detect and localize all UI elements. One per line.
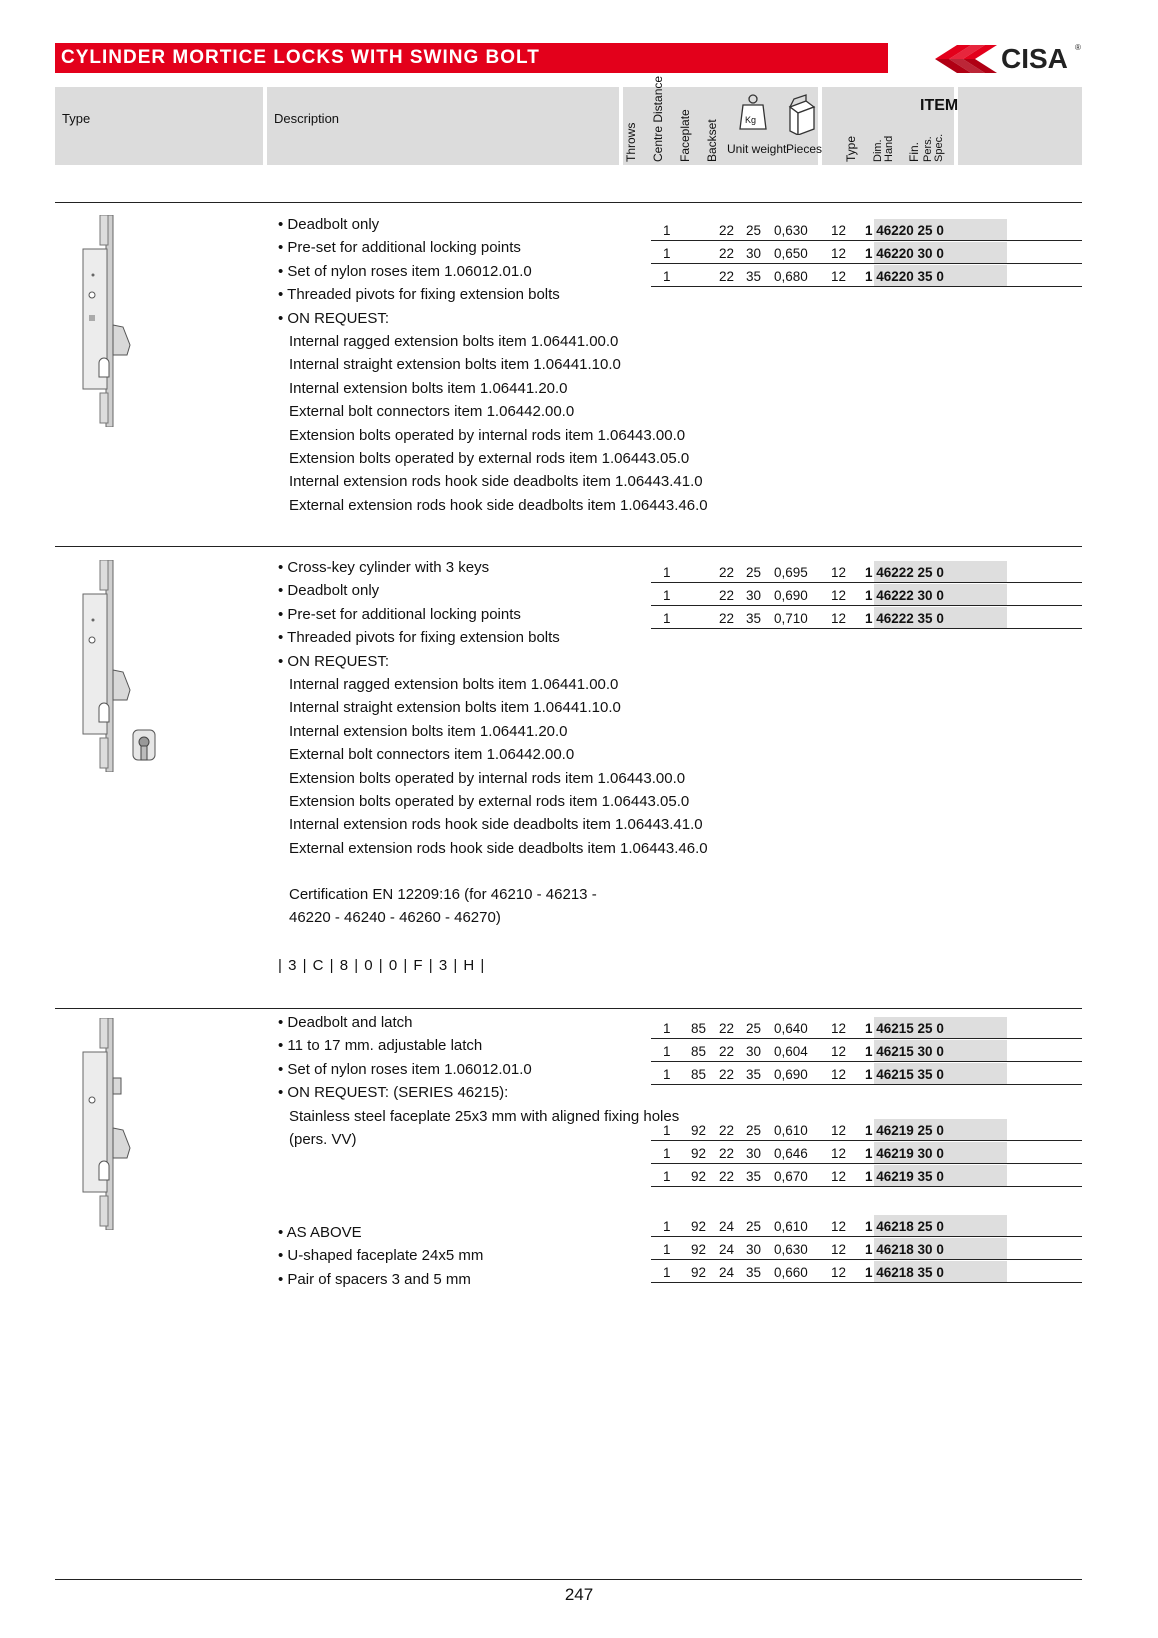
throws-cell: 1	[663, 1169, 671, 1184]
backset-cell: 25	[746, 223, 762, 238]
item-code-cell: 1 46222 35 0	[865, 611, 944, 626]
unit-weight-cell: 0,610	[774, 1123, 808, 1138]
unit-weight-cell: 0,710	[774, 611, 808, 626]
faceplate-cell: 24	[719, 1265, 735, 1280]
item-code-cell: 1 46219 35 0	[865, 1169, 944, 1184]
centre-distance-cell: 85	[691, 1044, 707, 1059]
unit-weight-cell: 0,680	[774, 269, 808, 284]
column-header	[55, 75, 1082, 165]
mortice-lock-with-cylinder-image	[75, 560, 165, 772]
feature-bullet: • Deadbolt only	[278, 579, 708, 602]
table-row	[651, 1215, 1082, 1237]
section-divider	[55, 1008, 1082, 1009]
mortice-lock-deadbolt-latch-image	[75, 1018, 145, 1230]
backset-cell: 35	[746, 1265, 762, 1280]
table-row	[651, 1165, 1082, 1187]
section-divider	[55, 202, 1082, 203]
pieces-cell: 12	[831, 1169, 847, 1184]
backset-cell: 35	[746, 269, 762, 284]
box-icon	[786, 93, 816, 135]
item-code-cell: 1 46220 25 0	[865, 223, 944, 238]
faceplate-cell: 22	[719, 1169, 735, 1184]
feature-subline: Internal extension bolts item 1.06441.20.0	[289, 379, 568, 397]
table-row	[651, 1119, 1082, 1141]
col-item-type: Type	[844, 135, 858, 162]
table-row	[651, 607, 1082, 629]
feature-subline: Internal ragged extension bolts item 1.06441.00.0	[289, 676, 619, 694]
unit-weight-cell: 0,646	[774, 1146, 808, 1161]
backset-cell: 25	[746, 565, 762, 580]
table-row	[651, 219, 1082, 241]
faceplate-cell: 24	[719, 1242, 735, 1257]
feature-bullet: • Deadbolt only	[278, 213, 708, 236]
col-centre-distance: Centre Distance	[651, 75, 665, 162]
feature-subline: Internal extension rods hook side deadbolts item 1.06443.41.0	[289, 816, 703, 834]
unit-weight-cell: 0,670	[774, 1169, 808, 1184]
pieces-cell: 12	[831, 1044, 847, 1059]
page-title: CYLINDER MORTICE LOCKS WITH SWING BOLT	[55, 43, 888, 73]
feature-bullet: • Pair of spacers 3 and 5 mm	[278, 1268, 483, 1291]
throws-cell: 1	[663, 223, 671, 238]
table-row	[651, 242, 1082, 264]
feature-bullet: • ON REQUEST:	[278, 307, 708, 330]
centre-distance-cell: 92	[691, 1219, 707, 1234]
backset-cell: 35	[746, 611, 762, 626]
feature-subline: Internal extension bolts item 1.06441.20.0	[289, 722, 568, 740]
pieces-cell: 12	[831, 588, 847, 603]
feature-bullet: • ON REQUEST:	[278, 650, 708, 673]
col-backset: Backset	[705, 119, 719, 162]
feature-subline: (pers. VV)	[289, 1131, 357, 1149]
item-code-cell: 1 46218 30 0	[865, 1242, 944, 1257]
backset-cell: 30	[746, 1242, 762, 1257]
pieces-cell: 12	[831, 1219, 847, 1234]
pieces-cell: 12	[831, 1265, 847, 1280]
pieces-cell: 12	[831, 1242, 847, 1257]
backset-cell: 30	[746, 1146, 762, 1161]
throws-cell: 1	[663, 1242, 671, 1257]
pieces-cell: 12	[831, 246, 847, 261]
throws-cell: 1	[663, 1123, 671, 1138]
feature-bullet: • Pre-set for additional locking points	[278, 603, 708, 626]
item-code-cell: 1 46215 35 0	[865, 1067, 944, 1082]
col-pieces: Pieces	[786, 142, 823, 156]
feature-bullet: • AS ABOVE	[278, 1221, 483, 1244]
item-code-cell: 1 46215 30 0	[865, 1044, 944, 1059]
throws-cell: 1	[663, 565, 671, 580]
feature-subline: Extension bolts operated by internal rods item 1.06443.00.0	[289, 426, 686, 444]
product-1-description	[278, 213, 708, 517]
feature-subline: Internal straight extension bolts item 1.06441.10.0	[289, 356, 621, 374]
faceplate-cell: 22	[719, 565, 735, 580]
feature-bullet: • Pre-set for additional locking points	[278, 236, 708, 259]
pieces-cell: 12	[831, 1146, 847, 1161]
backset-cell: 35	[746, 1169, 762, 1184]
unit-weight-cell: 0,660	[774, 1265, 808, 1280]
throws-cell: 1	[663, 588, 671, 603]
feature-subline: Extension bolts operated by external rods item 1.06443.05.0	[289, 450, 690, 468]
unit-weight-cell: 0,604	[774, 1044, 808, 1059]
item-code-cell: 1 46220 30 0	[865, 246, 944, 261]
feature-subline: External bolt connectors item 1.06442.00.0	[289, 746, 575, 764]
centre-distance-cell: 85	[691, 1067, 707, 1082]
pieces-cell: 12	[831, 611, 847, 626]
faceplate-cell: 22	[719, 1021, 735, 1036]
table-row	[651, 1063, 1082, 1085]
item-code-cell: 1 46218 35 0	[865, 1265, 944, 1280]
mortice-lock-deadbolt-image	[75, 215, 145, 427]
unit-weight-cell: 0,630	[774, 1242, 808, 1257]
unit-weight-cell: 0,630	[774, 223, 808, 238]
table-row	[651, 1017, 1082, 1039]
centre-distance-cell: 92	[691, 1123, 707, 1138]
item-code-cell: 1 46215 25 0	[865, 1021, 944, 1036]
faceplate-cell: 22	[719, 1146, 735, 1161]
col-item: ITEM	[920, 97, 959, 114]
feature-bullet: • 11 to 17 mm. adjustable latch	[278, 1034, 679, 1057]
faceplate-cell: 22	[719, 246, 735, 261]
backset-cell: 25	[746, 1021, 762, 1036]
backset-cell: 25	[746, 1219, 762, 1234]
centre-distance-cell: 85	[691, 1021, 707, 1036]
feature-subline: Internal straight extension bolts item 1.06441.10.0	[289, 699, 621, 717]
unit-weight-cell: 0,610	[774, 1219, 808, 1234]
col-type: Type	[62, 111, 91, 126]
faceplate-cell: 24	[719, 1219, 735, 1234]
feature-bullet: • ON REQUEST: (SERIES 46215):	[278, 1081, 679, 1104]
feature-subline: Extension bolts operated by external rods item 1.06443.05.0	[289, 793, 690, 811]
product-3b-description	[278, 1221, 483, 1291]
table-row	[651, 1261, 1082, 1283]
faceplate-cell: 22	[719, 1044, 735, 1059]
item-code-cell: 1 46222 30 0	[865, 588, 944, 603]
item-code-cell: 1 46219 25 0	[865, 1123, 944, 1138]
certification-code: | 3 | C | 8 | 0 | 0 | F | 3 | H |	[278, 957, 486, 974]
feature-subline: Extension bolts operated by internal rods item 1.06443.00.0	[289, 769, 686, 787]
certification-note	[278, 883, 597, 930]
pieces-cell: 12	[831, 1021, 847, 1036]
col-faceplate: Faceplate	[678, 109, 692, 162]
throws-cell: 1	[663, 269, 671, 284]
faceplate-cell: 22	[719, 269, 735, 284]
product-2-description	[278, 556, 708, 860]
col-throws: Throws	[624, 122, 638, 162]
throws-cell: 1	[663, 1219, 671, 1234]
feature-bullet: • Set of nylon roses item 1.06012.01.0	[278, 260, 708, 283]
feature-subline: Stainless steel faceplate 25x3 mm with aligned fixing holes	[289, 1107, 680, 1125]
col-fin: Fin.	[907, 141, 921, 162]
certification-line: Certification EN 12209:16 (for 46210 - 46213 -	[289, 886, 597, 903]
kg-label: Kg	[745, 115, 757, 125]
feature-bullet: • Set of nylon roses item 1.06012.01.0	[278, 1058, 679, 1081]
faceplate-cell: 22	[719, 1067, 735, 1082]
centre-distance-cell: 92	[691, 1146, 707, 1161]
unit-weight-cell: 0,650	[774, 246, 808, 261]
faceplate-cell: 22	[719, 1123, 735, 1138]
col-description: Description	[274, 111, 340, 126]
pieces-cell: 12	[831, 1123, 847, 1138]
throws-cell: 1	[663, 1021, 671, 1036]
centre-distance-cell: 92	[691, 1242, 707, 1257]
backset-cell: 30	[746, 1044, 762, 1059]
table-row	[651, 1040, 1082, 1062]
faceplate-cell: 22	[719, 588, 735, 603]
feature-subline: Internal extension rods hook side deadbolts item 1.06443.41.0	[289, 473, 703, 491]
item-code-cell: 1 46219 30 0	[865, 1146, 944, 1161]
feature-subline: External extension rods hook side deadbolts item 1.06443.46.0	[289, 839, 708, 857]
backset-cell: 35	[746, 1067, 762, 1082]
throws-cell: 1	[663, 1146, 671, 1161]
throws-cell: 1	[663, 1044, 671, 1059]
table-row	[651, 584, 1082, 606]
col-unit-weight: Unit weight	[727, 142, 787, 156]
backset-cell: 25	[746, 1123, 762, 1138]
feature-subline: Internal ragged extension bolts item 1.06441.00.0	[289, 333, 619, 351]
table-row	[651, 561, 1082, 583]
feature-bullet: • Deadbolt and latch	[278, 1011, 679, 1034]
feature-bullet: • Threaded pivots for fixing extension bolts	[278, 626, 708, 649]
backset-cell: 30	[746, 588, 762, 603]
page-number: 247	[564, 1585, 594, 1604]
logo-text: CISA	[1001, 43, 1068, 74]
pieces-cell: 12	[831, 223, 847, 238]
feature-bullet: • Threaded pivots for fixing extension bolts	[278, 283, 708, 306]
table-row	[651, 1238, 1082, 1260]
feature-subline: External bolt connectors item 1.06442.00.0	[289, 403, 575, 421]
feature-bullet: • Cross-key cylinder with 3 keys	[278, 556, 708, 579]
unit-weight-cell: 0,690	[774, 1067, 808, 1082]
product-3-description	[278, 1011, 679, 1151]
pieces-cell: 12	[831, 565, 847, 580]
throws-cell: 1	[663, 246, 671, 261]
centre-distance-cell: 92	[691, 1265, 707, 1280]
col-pers-spec: Pers. Spec.	[922, 133, 945, 162]
feature-bullet: • U-shaped faceplate 24x5 mm	[278, 1244, 483, 1267]
centre-distance-cell: 92	[691, 1169, 707, 1184]
table-row	[651, 1142, 1082, 1164]
throws-cell: 1	[663, 1265, 671, 1280]
cisa-logo-mark-icon	[935, 43, 999, 75]
pieces-cell: 12	[831, 269, 847, 284]
col-dim-hand: Dim. Hand	[872, 135, 895, 162]
unit-weight-cell: 0,690	[774, 588, 808, 603]
table-row	[651, 265, 1082, 287]
unit-weight-cell: 0,640	[774, 1021, 808, 1036]
item-code-cell: 1 46222 25 0	[865, 565, 944, 580]
cisa-logo	[935, 43, 1085, 75]
faceplate-cell: 22	[719, 611, 735, 626]
backset-cell: 30	[746, 246, 762, 261]
certification-line: 46220 - 46240 - 46260 - 46270)	[289, 909, 501, 927]
throws-cell: 1	[663, 1067, 671, 1082]
section-divider	[55, 546, 1082, 547]
item-code-cell: 1 46218 25 0	[865, 1219, 944, 1234]
logo-registered: ®	[1075, 43, 1081, 52]
item-code-cell: 1 46220 35 0	[865, 269, 944, 284]
weight-icon	[739, 93, 767, 131]
feature-subline: External extension rods hook side deadbolts item 1.06443.46.0	[289, 496, 708, 514]
throws-cell: 1	[663, 611, 671, 626]
pieces-cell: 12	[831, 1067, 847, 1082]
faceplate-cell: 22	[719, 223, 735, 238]
unit-weight-cell: 0,695	[774, 565, 808, 580]
footer-divider	[55, 1579, 1082, 1580]
